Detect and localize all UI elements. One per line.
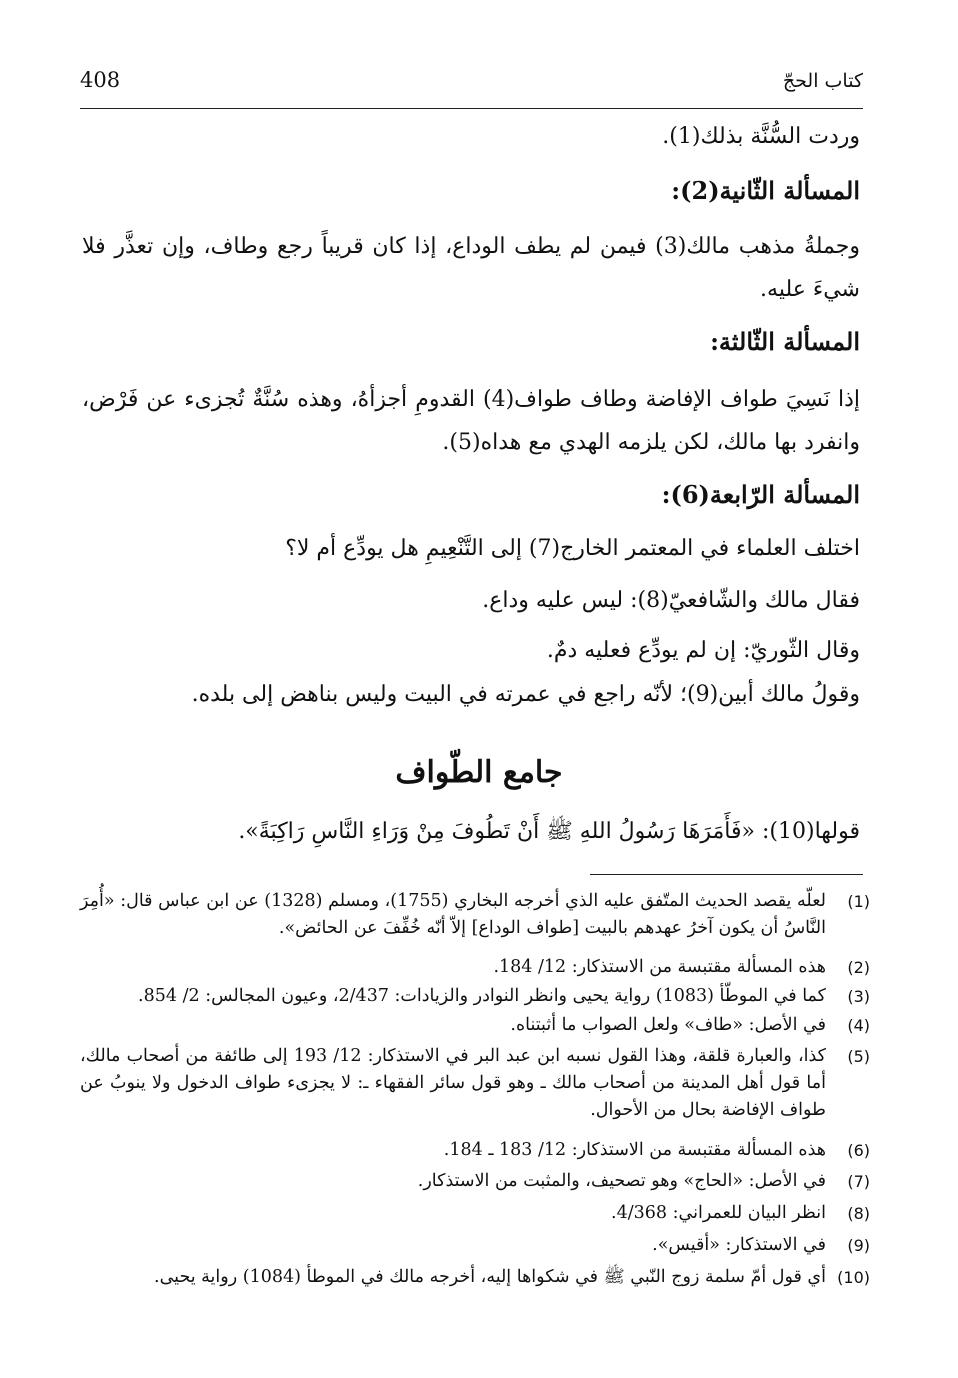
footnote-10 [80, 1264, 870, 1291]
footnote-text: هذه المسألة مقتبسة من الاستذكار: 12/ 184. [493, 957, 826, 977]
page-number: 408 [80, 68, 121, 92]
footnote-2 [80, 954, 870, 981]
footnote-number: (8) [847, 1204, 870, 1223]
heading-issue-2: المسألة الثّانية(2): [671, 176, 860, 205]
footnote-3 [80, 983, 870, 1010]
running-title: كتاب الحجّ [782, 70, 863, 92]
paragraph-issue-4-d: وقولُ مالك أبين(9)؛ لأنّه راجع في عمرته في البيت وليس بناهض إلى بلده. [191, 682, 860, 707]
paragraph-issue-4-b: فقال مالك والشّافعيّ(8): ليس عليه وداع. [482, 588, 860, 613]
footnote-number: (6) [847, 1141, 870, 1160]
footnote-text: أي قول أمّ سلمة زوج النّبي ﷺ في شكواها إليه، أخرجه مالك في الموطأ (1084) رواية يحيى. [154, 1267, 826, 1287]
footnote-number: (5) [847, 1047, 870, 1066]
footnote-4 [80, 1012, 870, 1039]
footnote-number: (4) [847, 1016, 870, 1035]
footnote-number: (3) [847, 987, 870, 1006]
footnote-text: انظر البيان للعمراني: 4/368. [611, 1203, 826, 1223]
paragraph-issue-3: إذا نَسِيَ طواف الإفاضة وطاف طواف(4) القدومِ أجزأهُ، وهذه سُنَّةٌ تُجزىء عن فَرْض، وانفرد بها مالك، لكن يلزمه الهدي مع هداه(5). [82, 387, 860, 455]
footnote-8 [80, 1200, 870, 1227]
heading-issue-4: المسألة الرّابعة(6): [661, 480, 860, 509]
footnote-number: (7) [847, 1172, 870, 1191]
footnote-text: هذه المسألة مقتبسة من الاستذكار: 12/ 183 ـ 184. [443, 1140, 826, 1160]
footnote-number: (2) [847, 958, 870, 977]
footnote-number: (9) [847, 1236, 870, 1255]
footnote-number: (10) [837, 1268, 870, 1287]
paragraph-issue-4-a: اختلف العلماء في المعتمر الخارج(7) إلى التَّنْعِيمِ هل يودِّع أم لا؟ [285, 536, 860, 561]
footnote-5 [80, 1043, 870, 1124]
header-rule [80, 108, 863, 109]
footnote-text: لعلّه يقصد الحديث المتّفق عليه الذي أخرجه البخاري (1755)، ومسلم (1328) عن ابن عباس قال: «أُمِرَ النَّاسُ أن يكون آخرُ عهدهم بالبيت [طواف الوداع] إلاّ أنّه خُفِّفَ عن الحائض». [80, 891, 826, 938]
page-header [80, 68, 863, 104]
footnote-text: في الأصل: «الحاج» وهو تصحيف، والمثبت من الاستذكار. [417, 1171, 826, 1191]
footnote-text: في الاستذكار: «أقيس». [652, 1235, 826, 1255]
footnote-text: كما في الموطّأ (1083) رواية يحيى وانظر النوادر والزيادات: 2/437، وعيون المجالس: 2/ 854. [138, 986, 826, 1006]
footnote-6 [80, 1137, 870, 1164]
footnote-1 [80, 888, 870, 942]
body-line-1: وردت السُّنَّة بذلك(1). [662, 124, 860, 149]
footnote-rule [590, 874, 863, 875]
paragraph-issue-2: وجملةُ مذهب مالك(3) فيمن لم يطف الوداع، إذا كان قريباً رجع وطاف، وإن تعذَّر فلا شيءَ عليه. [82, 234, 860, 302]
paragraph-issue-4-c: وقال الثّوريّ: إن لم يودِّع فعليه دمٌ. [546, 638, 860, 663]
footnote-number: (1) [847, 892, 870, 911]
footnote-text: في الأصل: «طاف» ولعل الصواب ما أثبتناه. [510, 1015, 826, 1035]
footnote-7 [80, 1168, 870, 1195]
heading-issue-3: المسألة الثّالثة: [710, 327, 860, 356]
footnote-9 [80, 1232, 870, 1259]
chapter-title: جامع الطّواف [395, 755, 563, 790]
footnote-text: كذا، والعبارة قلقة، وهذا القول نسبه ابن عبد البر في الاستذكار: 12/ 193 إلى طائفة من أصحاب مالك، أما قول أهل المدينة من أصحاب مالك ـ وهو قول سائر الفقهاء ـ: لا يجزىء طواف الدخول ولا ينوبُ عن طواف الإفاضة بحال من الأحوال. [80, 1046, 826, 1120]
hadith-quote: قولها(10): «فَأَمَرَهَا رَسُولُ اللهِ ﷺ أَنْ تَطُوفَ مِنْ وَرَاءِ النَّاسِ رَاكِبَةً». [238, 819, 860, 844]
